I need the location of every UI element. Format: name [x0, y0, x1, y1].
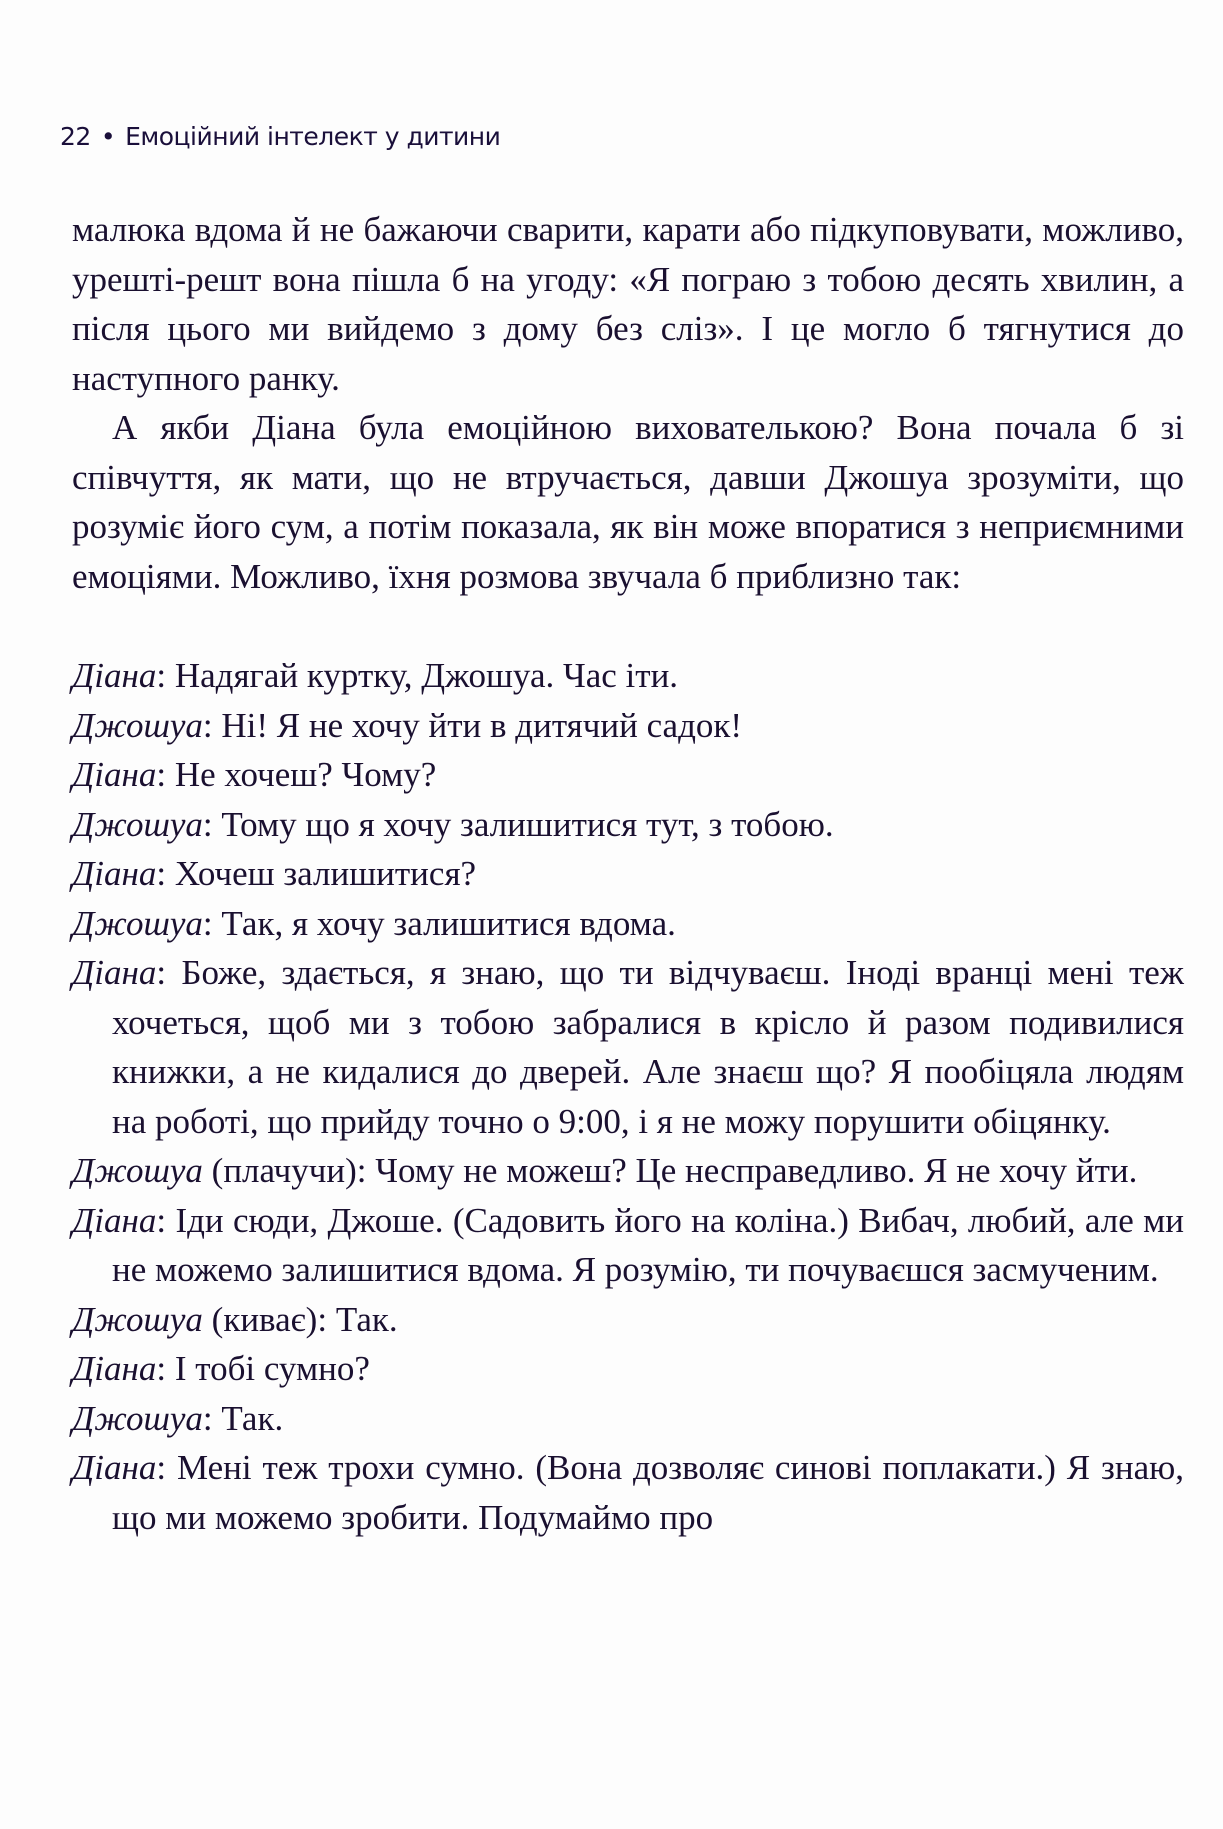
line-text: : Хочеш залишитися?: [156, 854, 477, 893]
line-text: : Так, я хочу залишитися вдома.: [202, 903, 676, 943]
dialogue: [72, 651, 1184, 1542]
dialogue-line: [72, 800, 1184, 850]
running-title: Емоційний інтелект у дитини: [125, 122, 501, 151]
stage-note: (киває): [202, 1299, 318, 1339]
speaker: Джошуа: [72, 1151, 203, 1190]
speaker: Діана: [72, 953, 157, 992]
bullet-separator: •: [100, 122, 116, 151]
speaker: Діана: [72, 656, 157, 695]
dialogue-line: [72, 701, 1184, 751]
speaker: Джошуа: [72, 705, 203, 745]
line-text: : І тобі сумно?: [156, 1349, 370, 1388]
dialogue-line: [72, 849, 1184, 899]
speaker: Джошуа: [72, 804, 203, 844]
speaker: Діана: [72, 854, 157, 893]
page-number: 22: [60, 122, 91, 151]
speaker: Діана: [72, 1349, 157, 1388]
line-text: : Так.: [317, 1299, 398, 1339]
paragraph: малюка вдома й не бажаючи сварити, карати або підкуповувати, можливо, урешті-решт вона пішла б на угоду: «Я пограю з тобою десять хвилин, а після цього ми вийдемо з дому без сліз». І це могло б тягнутися до наступного ранку.: [72, 210, 1184, 398]
running-header: [60, 122, 500, 151]
line-text: : Тому що я хочу залишитися тут, з тобою.: [202, 804, 834, 844]
speaker: Джошуа: [72, 903, 203, 943]
line-text: : Надягай куртку, Джошуа. Час іти.: [156, 656, 679, 695]
dialogue-line: [72, 1443, 1184, 1542]
dialogue-line: [72, 1394, 1184, 1444]
dialogue-line: [72, 1196, 1184, 1295]
spacer: [72, 601, 1184, 651]
stage-note: (плачучи): [202, 1151, 357, 1190]
page-body: [72, 205, 1184, 1542]
dialogue-line: [72, 948, 1184, 1146]
dialogue-line: [72, 750, 1184, 800]
dialogue-line: [72, 899, 1184, 949]
dialogue-line: [72, 651, 1184, 701]
paragraph: А якби Діана була емоційною вихователькою? Вона почала б зі співчуття, як мати, що не втручається, давши Джошуа зрозуміти, що розуміє його сум, а потім показала, як він може впоратися з неприємними емоціями. Можливо, їхня розмова звучала б приблизно так:: [72, 408, 1184, 596]
dialogue-line: [72, 1146, 1184, 1196]
speaker: Діана: [72, 755, 157, 794]
line-text: : Іди сюди, Джоше. (Садовить його на коліна.) Вибач, любий, але ми не можемо залишитися вдома. Я розумію, ти почуваєшся засмученим.: [112, 1200, 1184, 1289]
line-text: : Боже, здається, я знаю, що ти відчуваєш. Іноді вранці мені теж хочеться, щоб ми з тобою забралися в крісло й разом подивилися книжки, а не кидалися до дверей. Але знаєш що? Я пообіцяла людям на роботі, що прийду точно о 9:00, і я не можу порушити обіцянку.: [112, 953, 1184, 1141]
speaker: Діана: [72, 1448, 157, 1487]
line-text: : Чому не можеш? Це несправедливо. Я не хочу йти.: [356, 1151, 1138, 1190]
dialogue-line: [72, 1295, 1184, 1345]
line-text: : Ні! Я не хочу йти в дитячий садок!: [202, 705, 743, 745]
line-text: : Так.: [202, 1398, 284, 1438]
dialogue-line: [72, 1344, 1184, 1394]
line-text: : Не хочеш? Чому?: [156, 755, 437, 794]
line-text: : Мені теж трохи сумно. (Вона дозволяє синові поплакати.) Я знаю, що ми можемо зробити. Подумаймо про: [112, 1448, 1184, 1537]
speaker: Джошуа: [72, 1398, 203, 1438]
speaker: Діана: [72, 1200, 157, 1240]
speaker: Джошуа: [72, 1299, 203, 1339]
